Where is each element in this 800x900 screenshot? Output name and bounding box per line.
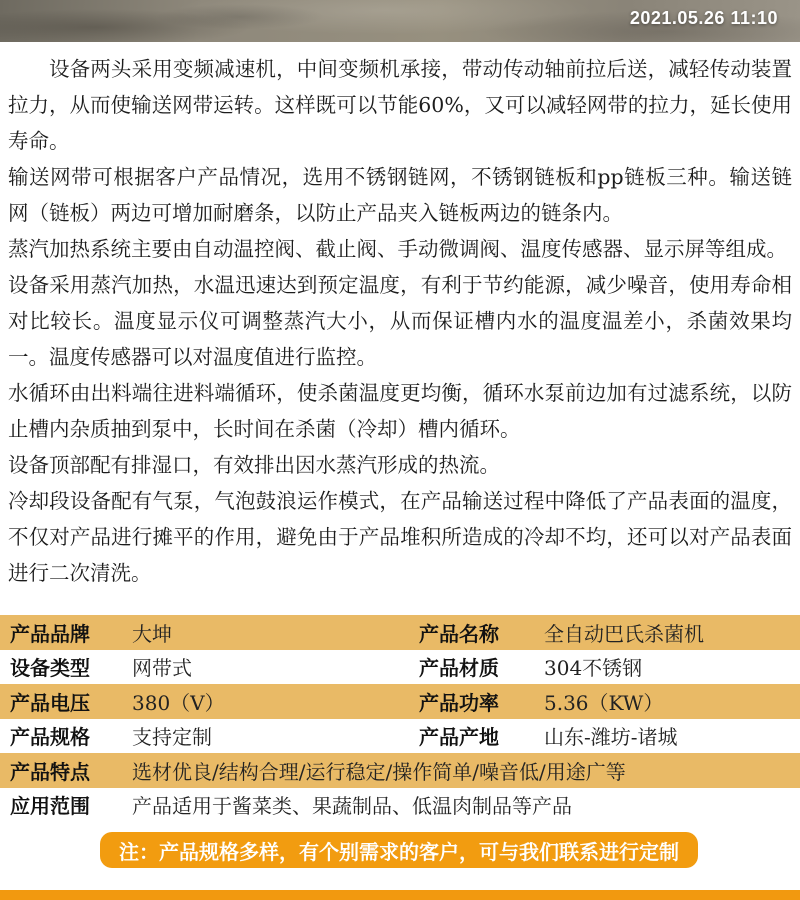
description-paragraph: 水循环由出料端往进料端循环，使杀菌温度更均衡，循环水泵前边加有过滤系统，以防止槽内杂质抽到泵中，长时间在杀菌（冷却）槽内循环。: [8, 381, 792, 441]
spec-label: 产品功率: [419, 692, 499, 715]
spec-value: 380（V）: [132, 690, 225, 715]
spec-value: 网带式: [132, 656, 192, 681]
spec-label: 产品电压: [10, 692, 90, 715]
note-text: 注：产品规格多样，有个别需求的客户，可与我们联系进行定制: [119, 841, 679, 864]
spec-label: 设备类型: [10, 658, 90, 681]
photo-banner: [0, 0, 800, 42]
spec-row: [0, 615, 800, 650]
spec-value: 支持定制: [132, 725, 212, 750]
custom-order-note: [100, 832, 698, 868]
spec-value: 山东-潍坊-诸城: [544, 725, 678, 750]
spec-row: [0, 719, 800, 754]
description-paragraph: 设备顶部配有排湿口，有效排出因水蒸汽形成的热流。: [8, 453, 500, 477]
spec-row: [0, 684, 800, 719]
spec-label: 产品品牌: [10, 623, 90, 646]
description-paragraph: 设备采用蒸汽加热，水温迅速达到预定温度，有利于节约能源，减少噪音，使用寿命相对比较长。温度显示仪可调整蒸汽大小，从而保证槽内水的温度温差小，杀菌效果均一。温度传感器可以对温度值进行监控。: [8, 273, 792, 369]
spec-label: 应用范围: [10, 796, 90, 819]
spec-label: 产品规格: [10, 727, 90, 750]
description-paragraph: 设备两头采用变频减速机，中间变频机承接，带动传动轴前拉后送，减轻传动装置拉力，从而使输送网带运转。这样既可以节能60%，又可以减轻网带的拉力，延长使用寿命。: [8, 57, 792, 153]
spec-table: [0, 615, 800, 822]
description-paragraph: 输送网带可根据客户产品情况，选用不锈钢链网，不锈钢链板和pp链板三种。输送链网（链板）两边可增加耐磨条，以防止产品夹入链板两边的链条内。: [8, 165, 792, 225]
spec-label: 产品材质: [419, 658, 499, 681]
description-paragraph: 蒸汽加热系统主要由自动温控阀、截止阀、手动微调阀、温度传感器、显示屏等组成。: [8, 237, 787, 261]
description-paragraph: 冷却段设备配有气泵，气泡鼓浪运作模式，在产品输送过程中降低了产品表面的温度，不仅对产品进行摊平的作用，避免由于产品堆积所造成的冷却不均，还可以对产品表面进行二次清洗。: [8, 489, 792, 585]
spec-value: 5.36（KW）: [544, 690, 664, 715]
spec-value: 产品适用于酱菜类、果蔬制品、低温肉制品等产品: [132, 794, 572, 819]
spec-row: [0, 788, 800, 823]
description-text: [0, 51, 800, 591]
spec-row: [0, 650, 800, 685]
spec-label: 产品产地: [419, 727, 499, 750]
spec-value: 全自动巴氏杀菌机: [544, 621, 704, 646]
spec-label: 产品特点: [10, 761, 90, 784]
spec-label: 产品名称: [419, 623, 499, 646]
bottom-orange-strip: [0, 890, 800, 900]
spec-value: 304不锈钢: [544, 656, 643, 681]
spec-row: [0, 753, 800, 788]
spec-value: 大坤: [132, 621, 172, 646]
spec-value: 选材优良/结构合理/运行稳定/操作简单/噪音低/用途广等: [132, 759, 626, 784]
photo-timestamp: 2021.05.26 11:10: [629, 8, 778, 28]
